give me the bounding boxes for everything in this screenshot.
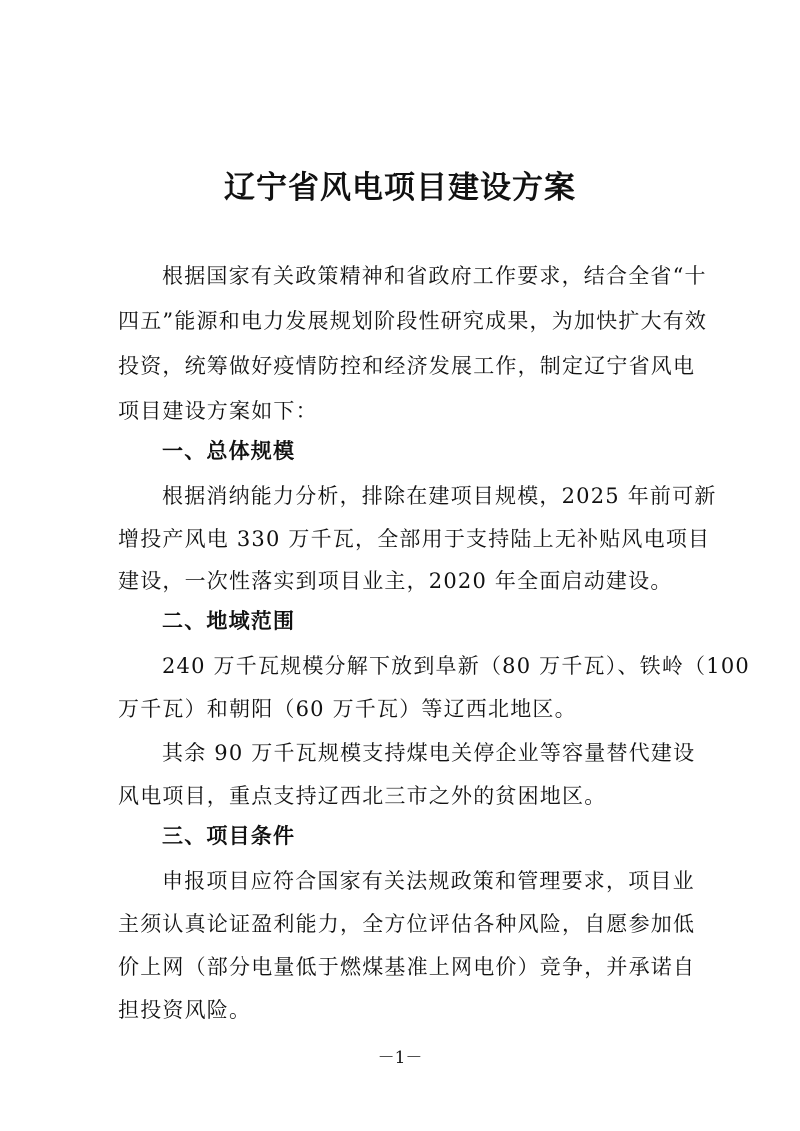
section-heading: 二、地域范围 — [162, 608, 296, 633]
paragraph-line: 根据消纳能力分析，排除在建项目规模，2025 年前可新 — [162, 484, 717, 508]
intro-line: 四五”能源和电力发展规划阶段性研究成果，为加快扩大有效 — [118, 309, 708, 333]
paragraph-line: 主须认真论证盈利能力，全方位评估各种风险，自愿参加低 — [118, 912, 696, 936]
paragraph-line: 增投产风电 330 万千瓦，全部用于支持陆上无补贴风电项目 — [118, 527, 711, 551]
intro-line: 投资，统筹做好疫情防控和经济发展工作，制定辽宁省风电 — [118, 354, 696, 378]
paragraph-line: 其余 90 万千瓦规模支持煤电关停企业等容量替代建设 — [162, 741, 696, 765]
intro-line: 根据国家有关政策精神和省政府工作要求，结合全省“十 — [162, 264, 707, 288]
paragraph-line: 建设，一次性落实到项目业主，2020 年全面启动建设。 — [118, 569, 673, 593]
document-title: 辽宁省风电项目建设方案 — [224, 170, 576, 206]
paragraph-line: 价上网（部分电量低于燃煤基准上网电价）竞争，并承诺自 — [118, 955, 696, 979]
intro-line: 项目建设方案如下： — [118, 399, 318, 423]
page-number: －1－ — [377, 1048, 423, 1068]
paragraph-line: 240 万千瓦规模分解下放到阜新（80 万千瓦）、铁岭（100 — [162, 654, 750, 678]
paragraph-line: 万千瓦）和朝阳（60 万千瓦）等辽西北地区。 — [118, 697, 577, 721]
paragraph-line: 担投资风险。 — [118, 998, 252, 1022]
paragraph-line: 风电项目，重点支持辽西北三市之外的贫困地区。 — [118, 784, 607, 808]
paragraph-line: 申报项目应符合国家有关法规政策和管理要求，项目业 — [162, 869, 695, 893]
section-heading: 一、总体规模 — [162, 438, 296, 463]
section-heading: 三、项目条件 — [162, 823, 296, 848]
